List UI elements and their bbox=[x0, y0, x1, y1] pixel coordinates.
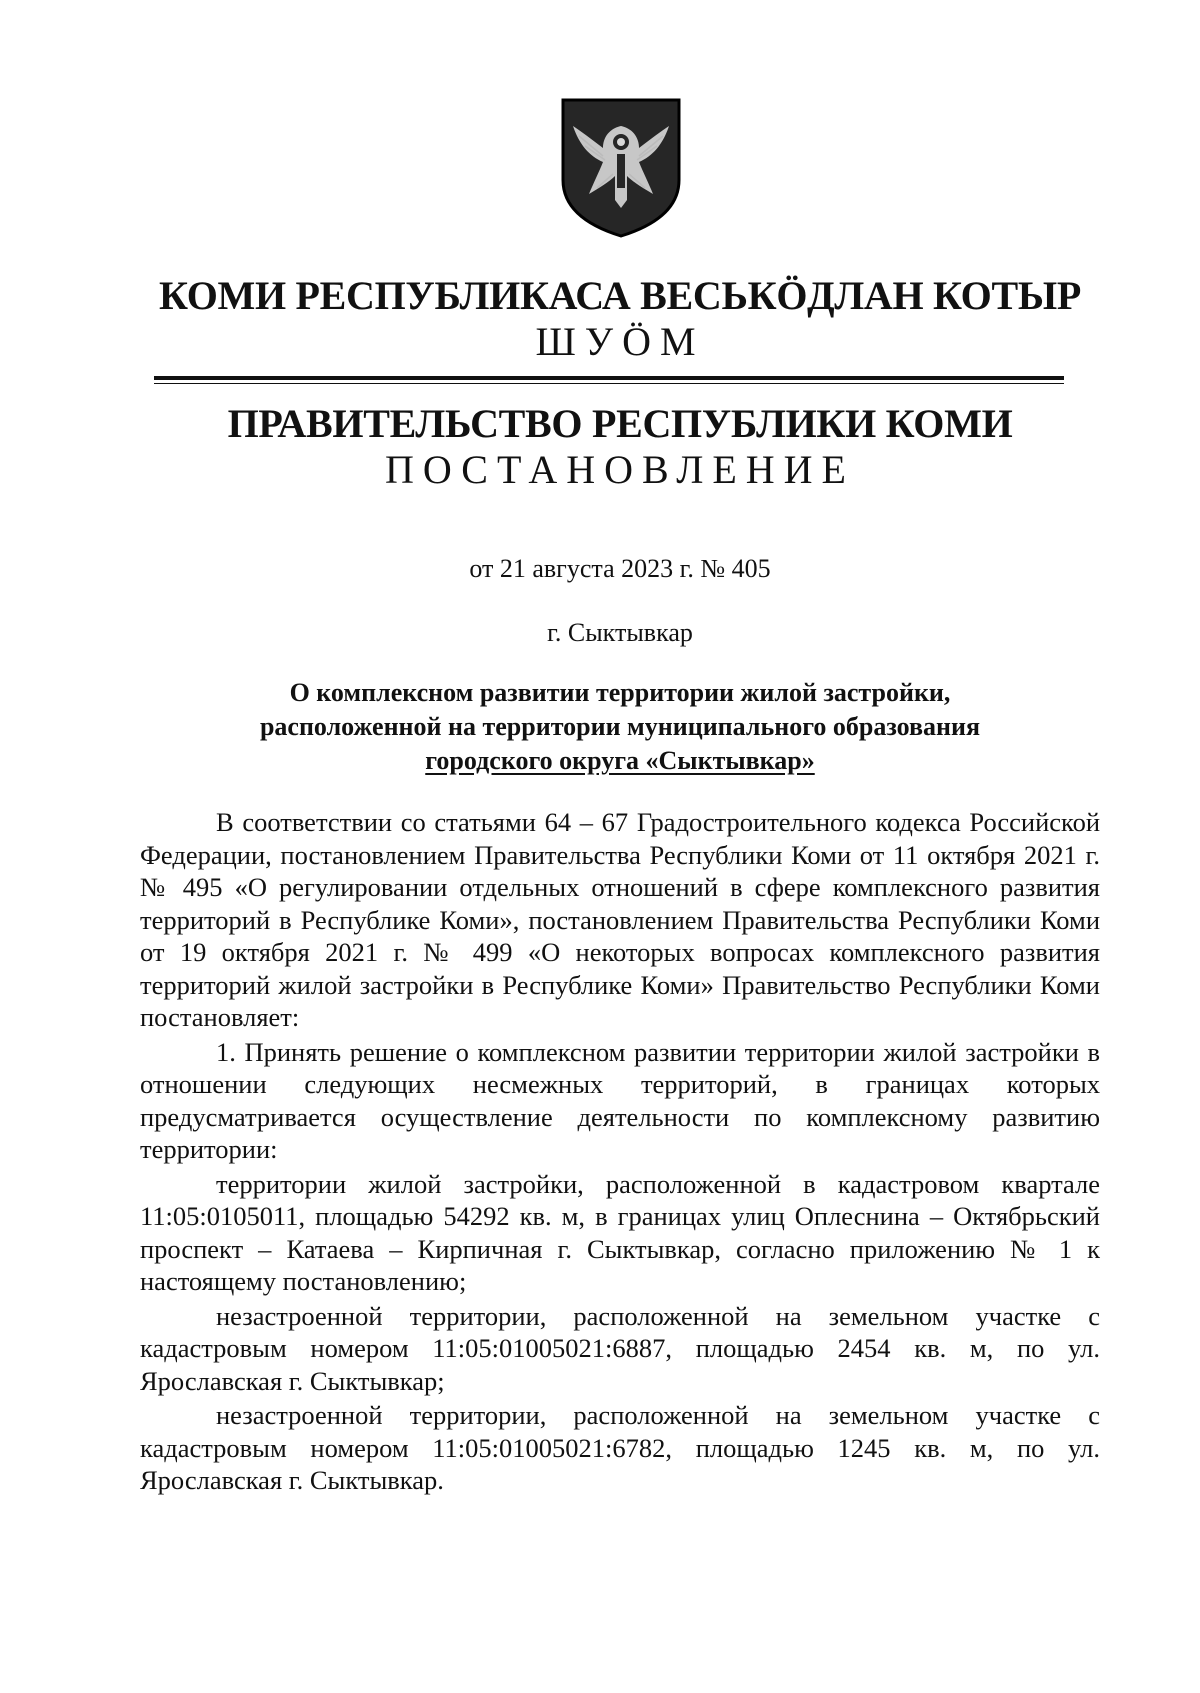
body-paragraph-territory-2: незастроенной территории, расположенной на земельном участке с кадастровым номером 11:05:01005021:6887, площадью 2454 кв. м, по ул. Ярославская г. Сыктывкар; bbox=[140, 1300, 1100, 1396]
komi-subtitle: ШУӦМ bbox=[535, 319, 705, 364]
subject-line-underlined bbox=[140, 744, 1100, 778]
komi-coat-of-arms-icon bbox=[559, 96, 683, 238]
date-number-line: от 21 августа 2023 г. № 405 bbox=[469, 554, 771, 583]
subject-underlined-text: городского округа «Сыктывкар» bbox=[425, 746, 815, 775]
document-body bbox=[140, 806, 1100, 1497]
city-line: г. Сыктывкар bbox=[547, 618, 693, 647]
document-subject bbox=[140, 676, 1100, 778]
komi-title: КОМИ РЕСПУБЛИКАСА ВЕСЬКӦДЛАН КОТЫР bbox=[159, 273, 1081, 318]
government-title: ПРАВИТЕЛЬСТВО РЕСПУБЛИКИ КОМИ bbox=[227, 401, 1013, 446]
emblem bbox=[559, 96, 683, 238]
header-divider-thick bbox=[154, 376, 1064, 380]
header-divider-thin bbox=[154, 383, 1064, 384]
subject-line: расположенной на территории муниципального образования bbox=[259, 712, 981, 741]
document-type: ПОСТАНОВЛЕНИЕ bbox=[385, 447, 855, 492]
body-paragraph-territory-3: незастроенной территории, расположенной на земельном участке с кадастровым номером 11:05:01005021:6782, площадью 1245 кв. м, по ул. Ярославская г. Сыктывкар. bbox=[140, 1400, 1100, 1495]
body-paragraph-territory-1: территории жилой застройки, расположенной в кадастровом квартале 11:05:0105011, площадью 54292 кв. м, в границах улиц Оплеснина – Октябрьский проспект – Катаева – Кирпичная г. Сыктывкар, согласно приложению № 1 к настоящему постановлению; bbox=[140, 1168, 1100, 1296]
subject-line: О комплексном развитии территории жилой застройки, bbox=[289, 678, 951, 707]
body-paragraph-item-1: 1. Принять решение о комплексном развитии территории жилой застройки в отношении следующих несмежных территорий, в границах которых предусматривается осуществление деятельности по комплексному развитию территории: bbox=[140, 1036, 1100, 1164]
body-paragraph-preamble: В соответствии со статьями 64 – 67 Градостроительного кодекса Российской Федерации, постановлением Правительства Республики Коми от 11 октября 2021 г. № 495 «О регулировании отдельных отношений в сфере комплексного развития территорий в Республике Коми», постановлением Правительства Республики Коми от 19 октября 2021 г. № 499 «О некоторых вопросах комплексного развития территорий жилой застройки в Республике Коми» Правительство Республики Коми постановляет: bbox=[140, 807, 1100, 1032]
